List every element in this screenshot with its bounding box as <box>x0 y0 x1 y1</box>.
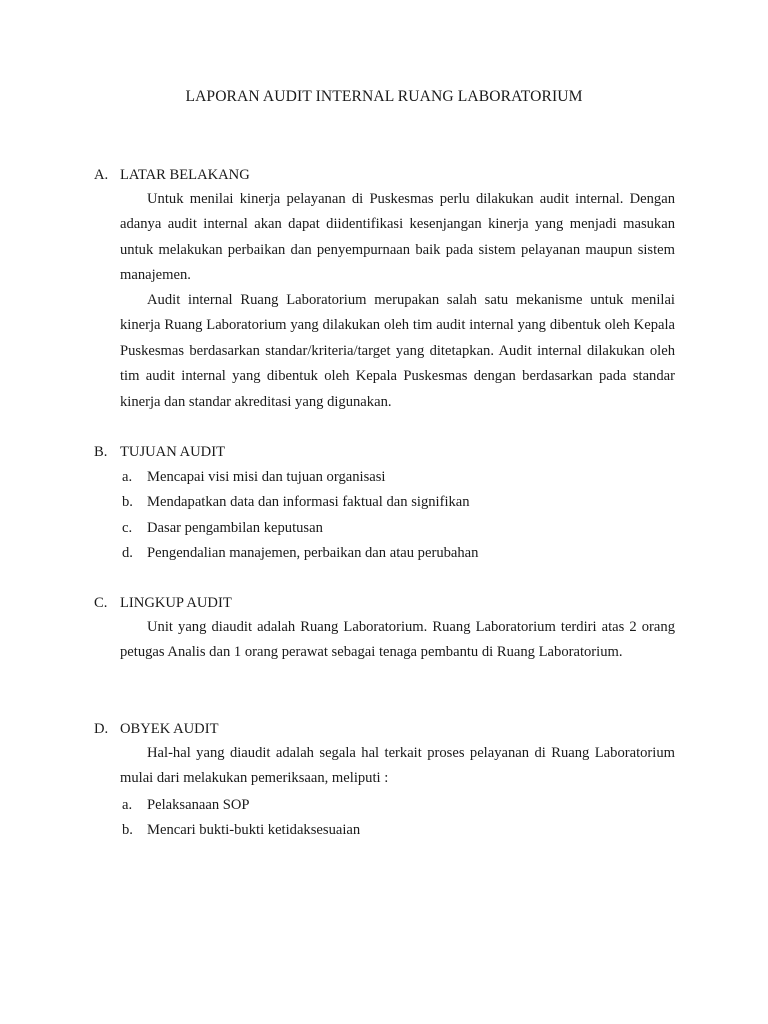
list-item-text: Pengendalian manajemen, perbaikan dan atau perubahan <box>147 544 479 561</box>
section-letter: A. <box>94 167 109 183</box>
list-item-letter: a. <box>122 797 133 813</box>
section-letter: B. <box>94 444 108 460</box>
list-item <box>122 518 682 543</box>
list-item-text: Pelaksanaan SOP <box>147 797 250 813</box>
section-heading-lingkup-audit <box>94 593 694 613</box>
section-heading-obyek-audit <box>94 719 694 739</box>
list-item <box>122 820 682 845</box>
paragraph-latar-belakang-2: Audit internal Ruang Laboratorium merupakan salah satu mekanisme untuk menilai kinerja Ruang Laboratorium yang dilakukan oleh tim audit internal yang dibentuk oleh Kepala Puskesmas berdasarkan standar/kriteria/target yang ditetapkan. Audit internal dilakukan oleh tim audit internal yang dibentuk oleh Kepala Puskesmas dengan berdasarkan pada standar kinerja dan standar akreditasi yang digunakan. <box>120 292 675 410</box>
paragraph-latar-belakang-1: Untuk menilai kinerja pelayanan di Puskesmas perlu dilakukan audit internal. Dengan adanya audit internal akan dapat diidentifikasi kesenjangan kinerja yang menjadi masukan untuk melakukan perbaikan dan penyempurnaan baik pada sistem pelayanan maupun sistem manajemen. <box>120 191 675 284</box>
list-item-text: Mencapai visi misi dan tujuan organisasi <box>147 469 386 485</box>
list-item-letter: b. <box>122 494 133 511</box>
list-item <box>122 795 682 820</box>
obyek-audit-list <box>122 795 682 846</box>
list-item-text: Mendapatkan data dan informasi faktual dan signifikan <box>147 494 470 511</box>
list-item <box>122 467 682 492</box>
section-title: LINGKUP AUDIT <box>120 595 232 611</box>
list-item-letter: b. <box>122 822 133 839</box>
section-letter: C. <box>94 595 108 611</box>
section-title: OBYEK AUDIT <box>120 721 219 737</box>
list-item <box>122 492 682 517</box>
list-item-letter: c. <box>122 519 133 536</box>
document-title: LAPORAN AUDIT INTERNAL RUANG LABORATORIUM <box>185 88 583 105</box>
list-item-letter: a. <box>122 469 133 485</box>
section-title: TUJUAN AUDIT <box>120 444 225 460</box>
list-item-letter: d. <box>122 544 133 561</box>
section-heading-tujuan-audit <box>94 442 694 462</box>
tujuan-audit-list <box>122 467 682 568</box>
paragraph-obyek-audit: Hal-hal yang diaudit adalah segala hal terkait proses pelayanan di Ruang Laboratorium mulai dari melakukan pemeriksaan, meliputi : <box>120 745 675 787</box>
list-item <box>122 543 682 568</box>
section-letter: D. <box>94 721 109 737</box>
section-heading-latar-belakang <box>94 165 694 185</box>
list-item-text: Mencari bukti-bukti ketidaksesuaian <box>147 822 361 839</box>
paragraph-lingkup-audit: Unit yang diaudit adalah Ruang Laboratorium. Ruang Laboratorium terdiri atas 2 orang petugas Analis dan 1 orang perawat sebagai tenaga pembantu di Ruang Laboratorium. <box>120 619 675 661</box>
list-item-text: Dasar pengambilan keputusan <box>147 519 323 536</box>
section-title: LATAR BELAKANG <box>120 167 250 183</box>
